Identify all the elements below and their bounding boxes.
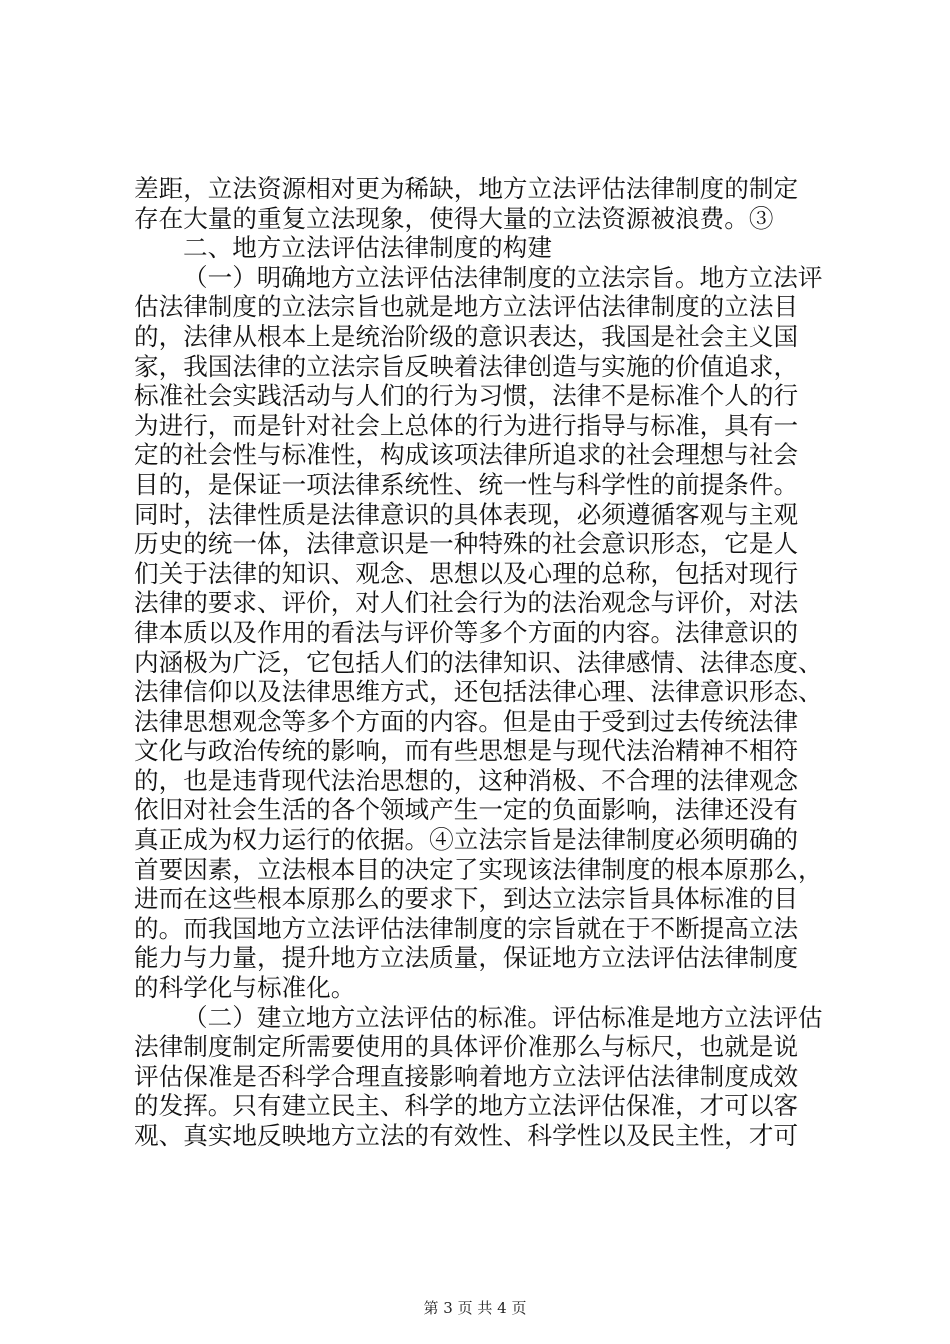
text-line: 能力与力量，提升地方立法质量，保证地方立法评估法律制度 bbox=[134, 943, 799, 973]
text-line: 定的社会性与标准性，构成该项法律所追求的社会理想与社会 bbox=[134, 440, 799, 470]
section-heading: 二、地方立法评估法律制度的构建 bbox=[183, 233, 552, 263]
text-line: 标准社会实践活动与人们的行为习惯，法律不是标准个人的行 bbox=[134, 381, 799, 411]
text-line: 的，也是违背现代法治思想的，这种消极、不合理的法律观念 bbox=[134, 765, 799, 795]
text-line: 法律信仰以及法律思维方式，还包括法律心理、法律意识形态、 bbox=[134, 677, 823, 707]
text-line: 差距，立法资源相对更为稀缺，地方立法评估法律制度的制定 bbox=[134, 174, 799, 203]
text-line: 真正成为权力运行的依据。④立法宗旨是法律制度必须明确的 bbox=[134, 825, 799, 855]
text-line: 存在大量的重复立法现象，使得大量的立法资源被浪费。③ bbox=[134, 203, 774, 233]
page-number-label: 第 3 页 共 4 页 bbox=[423, 1299, 527, 1317]
subsection-heading-line: （一）明确地方立法评估法律制度的立法宗旨。地方立法评 bbox=[183, 262, 823, 292]
text-line: 法律的要求、评价，对人们社会行为的法治观念与评价，对法 bbox=[134, 588, 799, 618]
text-line: 文化与政治传统的影响，而有些思想是与现代法治精神不相符 bbox=[134, 736, 799, 766]
body-text bbox=[134, 174, 834, 1151]
text-line: 为进行，而是针对社会上总体的行为进行指导与标准，具有一 bbox=[134, 410, 799, 440]
text-line: 观、真实地反映地方立法的有效性、科学性以及民主性，才可 bbox=[134, 1121, 799, 1150]
text-line: 法律制度制定所需要使用的具体评价准那么与标尺，也就是说 bbox=[134, 1032, 799, 1062]
text-line: 进而在这些根本原那么的要求下，到达立法宗旨具体标准的目 bbox=[134, 884, 799, 914]
text-line: 的，法律从根本上是统治阶级的意识表达，我国是社会主义国 bbox=[134, 321, 799, 351]
text-line: 内涵极为广泛，它包括人们的法律知识、法律感情、法律态度、 bbox=[134, 647, 823, 677]
text-line: 评估保准是否科学合理直接影响着地方立法评估法律制度成效 bbox=[134, 1061, 799, 1091]
page-footer bbox=[0, 1298, 950, 1318]
text-line: 们关于法律的知识、观念、思想以及心理的总称，包括对现行 bbox=[134, 558, 799, 588]
text-line: 的发挥。只有建立民主、科学的地方立法评估保准，才可以客 bbox=[134, 1091, 799, 1121]
text-line: 家，我国法律的立法宗旨反映着法律创造与实施的价值追求， bbox=[134, 351, 799, 381]
text-line: 的。而我国地方立法评估法律制度的宗旨就在于不断提高立法 bbox=[134, 913, 799, 943]
text-line: 首要因素，立法根本目的决定了实现该法律制度的根本原那么， bbox=[134, 854, 823, 884]
text-line: 依旧对社会生活的各个领域产生一定的负面影响，法律还没有 bbox=[134, 795, 799, 825]
text-line: 目的，是保证一项法律系统性、统一性与科学性的前提条件。 bbox=[134, 469, 799, 499]
text-line: 法律思想观念等多个方面的内容。但是由于受到过去传统法律 bbox=[134, 706, 799, 736]
text-line: 律本质以及作用的看法与评价等多个方面的内容。法律意识的 bbox=[134, 617, 799, 647]
text-line: 历史的统一体，法律意识是一种特殊的社会意识形态，它是人 bbox=[134, 529, 799, 559]
text-line: 同时，法律性质是法律意识的具体表现，必须遵循客观与主观 bbox=[134, 499, 799, 529]
text-line: 的科学化与标准化。 bbox=[134, 973, 356, 1003]
subsection-heading-line: （二）建立地方立法评估的标准。评估标准是地方立法评估 bbox=[183, 1002, 823, 1032]
text-line: 估法律制度的立法宗旨也就是地方立法评估法律制度的立法目 bbox=[134, 292, 799, 322]
